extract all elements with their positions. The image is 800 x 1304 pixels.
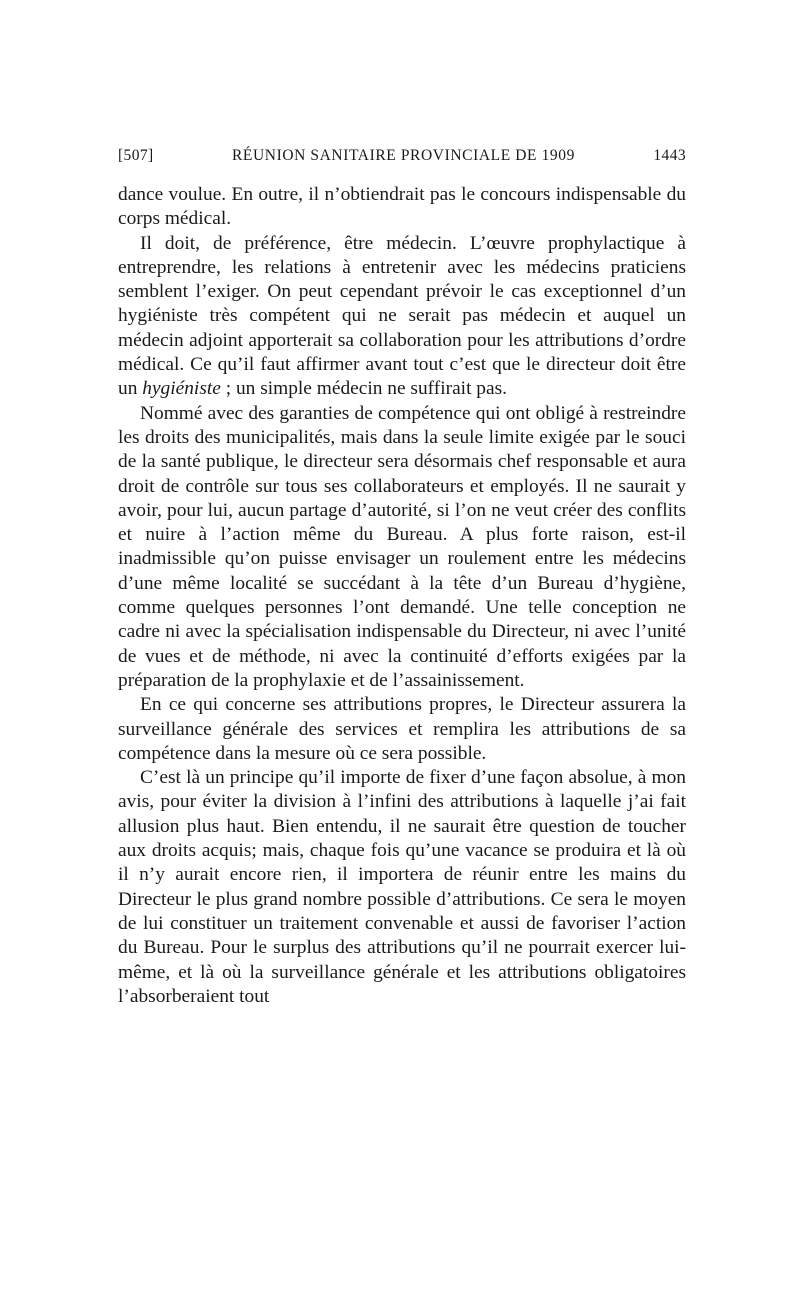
paragraph-3: [118, 402, 686, 694]
paragraph-4: [118, 693, 686, 766]
page-reference: [507]: [118, 147, 154, 164]
paragraph-text: C’est là un principe qu’il importe de fixer d’une façon absolue, à mon avis, pour éviter la division à l’infini des attributions à laquelle j’ai fait allusion plus haut. Bien entendu, il ne saurait être question de toucher aux droits acquis; mais, chaque fois qu’une vacance se produira et là où il n’y aurait encore rien, il importera de réunir entre les mains du Directeur le plus grand nombre possible d’attributions. Ce sera le moyen de lui constituer un traitement convenable et aussi de favoriser l’action du Bureau. Pour le surplus des attributions qu’il ne pourrait exercer lui-même, et là où la surveillance générale et les attributions obligatoires l’absorberaient tout: [118, 767, 686, 1007]
paragraph-2: [118, 232, 686, 402]
emphasis-word: hygiéniste: [142, 378, 221, 400]
paragraph-text: Nommé avec des garanties de compétence qui ont obligé à restreindre les droits des municipalités, mais dans la seule limite exigée par le souci de la santé publique, le directeur sera désormais chef responsable et aura droit de contrôle sur tous ses collaborateurs et employés. Il ne saurait y avoir, pour lui, aucun partage d’autorité, si l’on ne veut créer des conflits et nuire à l’action même du Bureau. A plus forte raison, est-il inadmissible qu’on puisse envisager un roulement entre les médecins d’une même localité se succédant à la tête d’un Bureau d’hygiène, comme quelques personnes l’ont demandé. Une telle conception ne cadre ni avec la spécialisation indispensable du Directeur, ni avec l’unité de vues et de méthode, ni avec la continuité d’efforts exigées par la préparation de la prophylaxie et de l’assainissement.: [118, 402, 686, 691]
paragraph-text: dance voulue. En outre, il n’obtiendrait pas le concours indispensable du corps médical.: [118, 184, 686, 230]
paragraph-text: En ce qui concerne ses attributions propres, le Directeur assurera la surveillance générale des services et remplira les attributions de sa compétence dans la mesure où ce sera possible.: [118, 694, 686, 764]
book-page: [118, 147, 686, 1009]
paragraph-1: [118, 183, 686, 232]
body-text: [118, 183, 686, 1009]
paragraph-text: Il doit, de préférence, être médecin. L’œuvre prophylactique à entreprendre, les relations à entretenir avec les médecins praticiens semblent l’exiger. On peut cependant prévoir le cas exceptionnel d’un hygiéniste très compétent qui ne serait pas médecin et auquel un médecin adjoint apporterait sa collaboration pour les attributions d’ordre médical. Ce qu’il faut affirmer avant tout c’est que le directeur doit être un: [118, 232, 686, 400]
paragraph-5: [118, 766, 686, 1009]
running-head: [118, 147, 686, 165]
page-number: 1443: [653, 147, 686, 164]
paragraph-text-tail: ; un simple médecin ne suffirait pas.: [220, 378, 508, 400]
running-title: RÉUNION SANITAIRE PROVINCIALE DE 1909: [231, 147, 575, 164]
